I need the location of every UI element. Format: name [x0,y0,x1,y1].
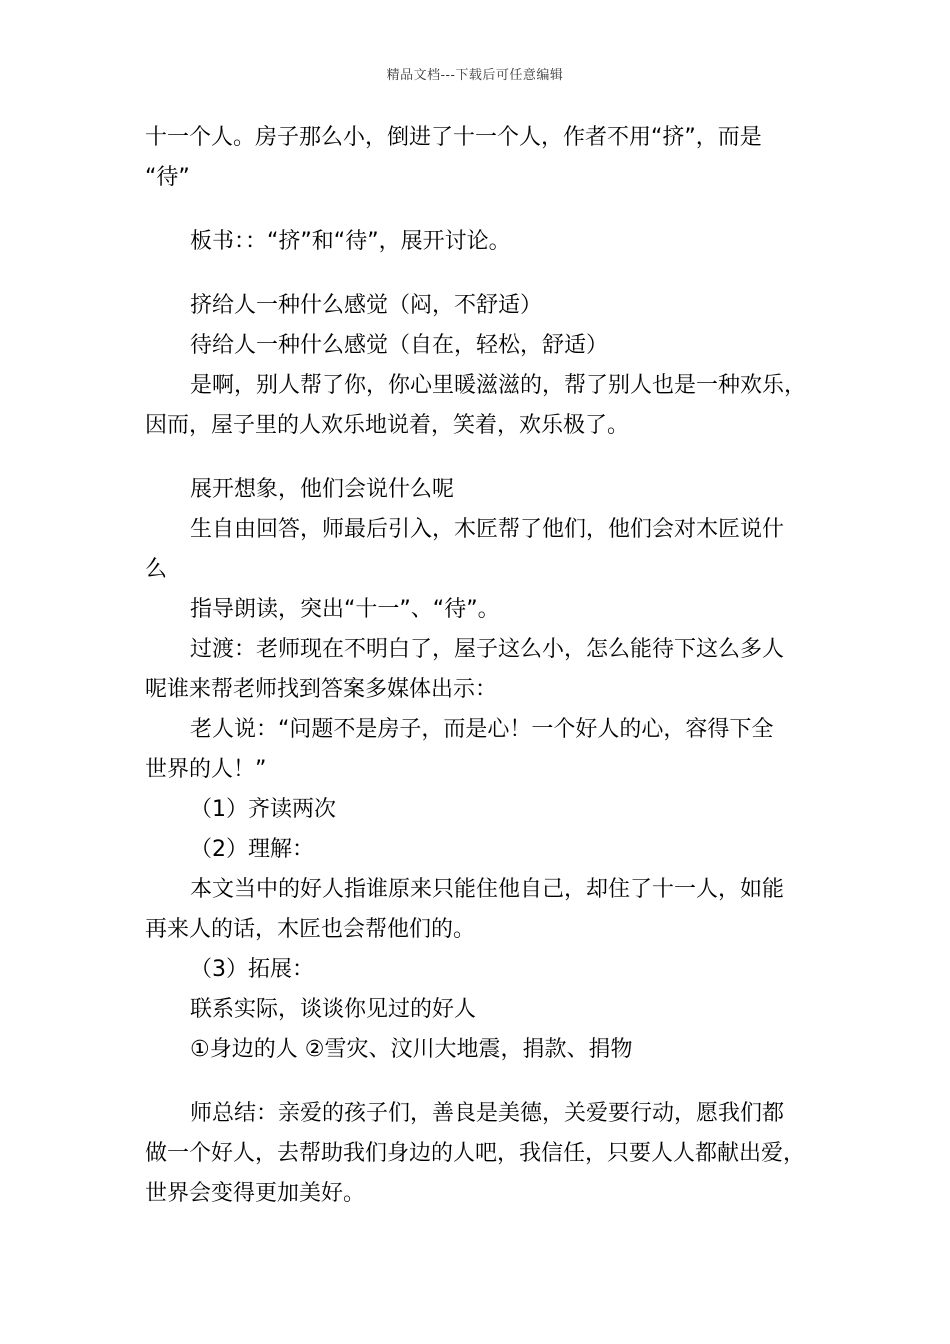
text-line: “待” [145,165,190,190]
text-line: （2）理解： [190,837,314,862]
paragraph-gap [145,262,810,286]
paragraph-gap [145,198,810,222]
text-line: 展开想象，他们会说什么呢 [190,477,455,502]
text-line: 待给人一种什么感觉（自在，轻松，舒适） [190,333,609,358]
text-line: 十一个人。房子那么小，倒进了十一个人，作者不用“挤”，而是 [145,125,762,150]
paragraph-gap [145,1070,810,1094]
text-line: 做一个好人，去帮助我们身边的人吧，我信任，只要人人都献出爱， [145,1141,806,1166]
text-line: 师总结：亲爱的孩子们，善良是美德，关爱要行动，愿我们都 [190,1101,785,1126]
text-line: （1）齐读两次 [190,797,336,822]
text-line: 么 [145,557,168,582]
text-line: 挤给人一种什么感觉（闷，不舒适） [190,293,543,318]
paragraph-gap [145,446,810,470]
text-line: （3）拓展： [190,957,314,982]
text-line: 世界的人！” [145,757,267,782]
text-line: 联系实际，谈谈你见过的好人 [190,997,477,1022]
text-line: 呢谁来帮老师找到答案多媒体出示： [145,677,498,702]
text-line: 指导朗读，突出“十一”、“待”。 [190,597,500,622]
text-line: 因而，屋子里的人欢乐地说着，笑着，欢乐极了。 [145,413,630,438]
text-line: 世界会变得更加美好。 [145,1181,366,1206]
text-line: 老人说：“问题不是房子，而是心！一个好人的心，容得下全 [190,717,774,742]
page-header: 精品文档---下载后可任意编辑 [386,68,564,83]
text-line: 过渡：老师现在不明白了，屋子这么小，怎么能待下这么多人 [190,637,785,662]
text-line: 本文当中的好人指谁原来只能住他自己，却住了十一人，如能 [190,877,785,902]
text-line: 再来人的话，木匠也会帮他们的。 [145,917,476,942]
text-line: 板书：：“挤”和“待”，展开讨论。 [190,229,511,254]
text-line: ①身边的人 ②雪灾、汶川大地震，捐款、捐物 [190,1037,633,1062]
text-line: 生自由回答，师最后引入，木匠帮了他们，他们会对木匠说什 [190,517,785,542]
text-line: 是啊，别人帮了你，你心里暖滋滋的，帮了别人也是一种欢乐， [190,373,807,398]
document-body [145,118,810,1214]
